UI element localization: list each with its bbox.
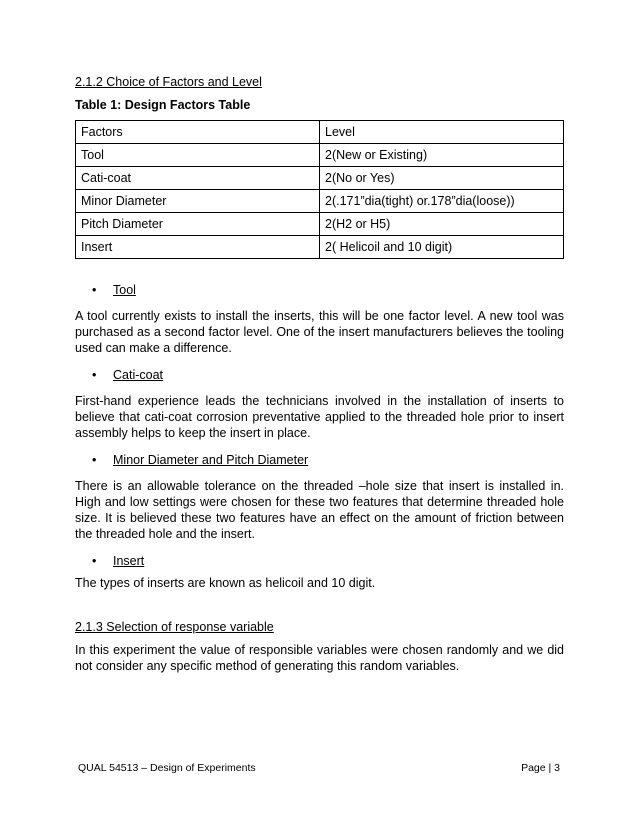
design-factors-table [75, 120, 564, 259]
table-cell-level: 2( Helicoil and 10 digit) [320, 236, 564, 259]
footer-title: QUAL 54513 – Design of Experiments [78, 762, 256, 774]
paragraph-response-variable: In this experiment the value of responsible variables were chosen randomly and we did not consider any specific method of generating this random variables. [75, 643, 564, 673]
table-cell-factor: Cati-coat [76, 167, 320, 190]
paragraph-cati-coat: First-hand experience leads the technicians involved in the installation of inserts to believe that cati-coat corrosion preventative applied to the threaded hole prior to insert assembly helps to keep the insert in place. [75, 394, 564, 440]
bullet-item-cati-coat [75, 366, 564, 384]
bullet-label: Cati-coat [113, 368, 164, 382]
table-cell-factor: Tool [76, 144, 320, 167]
bullet-item-diameters [75, 451, 564, 469]
table-header-cell: Level [320, 121, 564, 144]
table-header-row [76, 121, 564, 144]
bullet-item-insert [75, 552, 564, 570]
bullet-item-tool [75, 281, 564, 299]
table-cell-level: 2(New or Existing) [320, 144, 564, 167]
bullet-icon: • [92, 368, 97, 382]
table-row [76, 213, 564, 236]
table-cell-factor: Pitch Diameter [76, 213, 320, 236]
table-cell-factor: Minor Diameter [76, 190, 320, 213]
footer-page-number: Page | 3 [521, 762, 560, 774]
bullet-label: Insert [113, 554, 145, 568]
section-heading-response-variable: 2.1.3 Selection of response variable [75, 620, 274, 634]
bullet-icon: • [92, 453, 97, 467]
bullet-label: Minor Diameter and Pitch Diameter [113, 453, 309, 467]
table-row [76, 144, 564, 167]
section-heading-choice-of-factors: 2.1.2 Choice of Factors and Level [75, 75, 262, 89]
table-cell-level: 2(.171”dia(tight) or.178”dia(loose)) [320, 190, 564, 213]
table-row [76, 190, 564, 213]
bullet-icon: • [92, 283, 97, 297]
table-row [76, 236, 564, 259]
bullet-icon: • [92, 554, 97, 568]
table-header-cell: Factors [76, 121, 320, 144]
bullet-label: Tool [113, 283, 136, 297]
table-caption: Table 1: Design Factors Table [75, 98, 251, 112]
table-row [76, 167, 564, 190]
paragraph-diameters: There is an allowable tolerance on the threaded –hole size that insert is installed in. High and low settings were chosen for these two features that determine threaded hole size. It is believed these two features have an effect on the amount of friction between the threaded hole and the insert. [75, 479, 564, 541]
paragraph-tool: A tool currently exists to install the inserts, this will be one factor level. A new tool was purchased as a second factor level. One of the insert manufacturers believes the tooling used can make a difference. [75, 309, 564, 355]
paragraph-insert: The types of inserts are known as helicoil and 10 digit. [75, 576, 376, 590]
document-page [75, 72, 564, 674]
table-cell-level: 2(H2 or H5) [320, 213, 564, 236]
table-cell-factor: Insert [76, 236, 320, 259]
table-cell-level: 2(No or Yes) [320, 167, 564, 190]
